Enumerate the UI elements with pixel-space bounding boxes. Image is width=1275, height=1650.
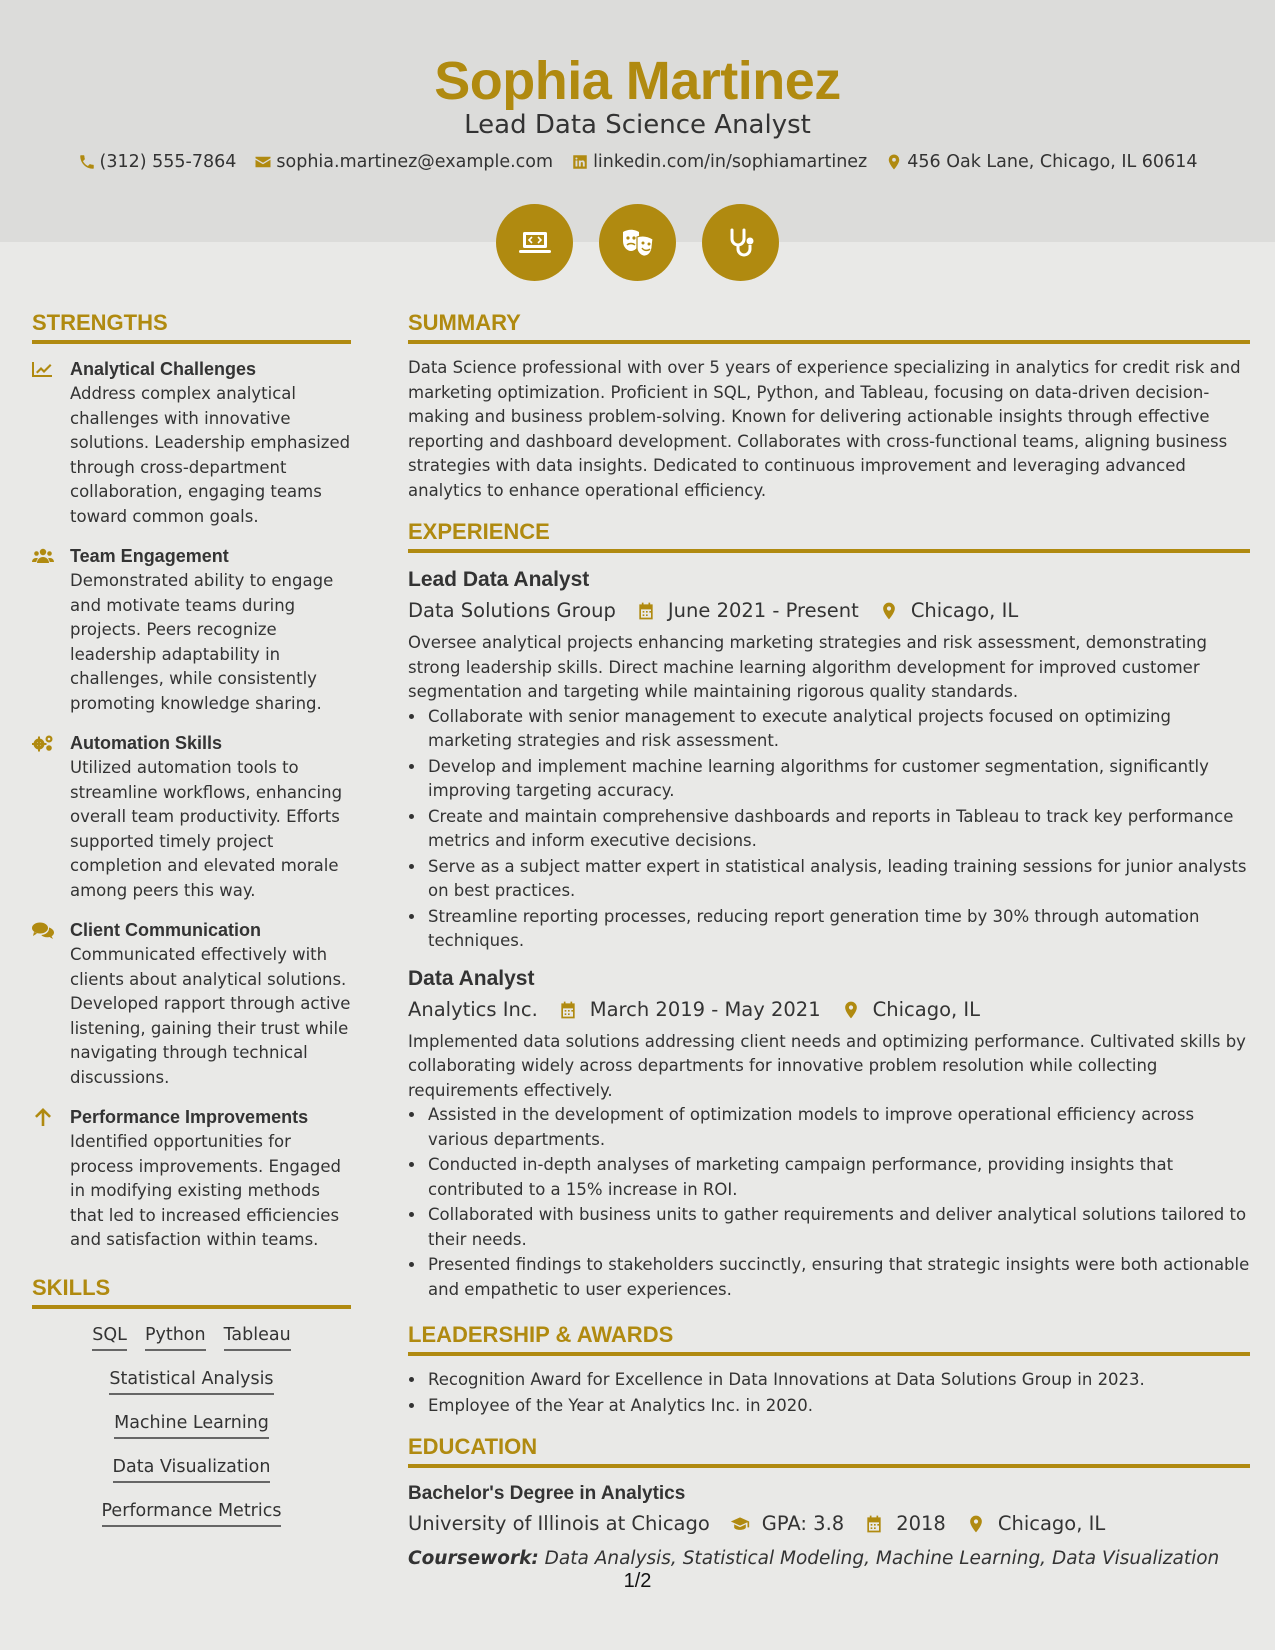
interest-badges [0, 204, 1275, 281]
badge-laptop [496, 204, 573, 281]
strength-desc: Demonstrated ability to engage and motivate teams during projects. Peers recognize leadership adaptability in challenges, while consistently promoting knowledge sharing. [70, 571, 334, 713]
right-column [408, 310, 1250, 1574]
map-marker-icon [841, 1000, 861, 1020]
strength-desc: Identified opportunities for process improvements. Engaged in modifying existing methods that led to increased efficiencies and satisfaction within teams. [70, 1132, 342, 1249]
map-marker-icon [885, 153, 903, 171]
summary-text: Data Science professional with over 5 years of experience specializing in analytics for credit risk and marketing optimization. Proficient in SQL, Python, and Tableau, focusing on data-driven decision-making and business problem-solving. Known for delivering actionable insights through effective reporting and dashboard development. Collaborates with cross-functional teams, aligning business strategies with data insights. Dedicated to continuous improvement and leveraging advanced analytics to enhance operational efficiency. [408, 358, 1241, 500]
calendar-icon [558, 1000, 578, 1020]
strength-desc: Address complex analytical challenges with innovative solutions. Leadership emphasized through cross-department collaboration, engaging teams toward common goals. [70, 384, 351, 526]
strength-name: Analytical Challenges [70, 359, 257, 379]
job-location: Chicago, IL [872, 997, 981, 1021]
education-school: University of Illinois at Chicago [408, 1512, 710, 1535]
coursework-label: Coursework: [408, 1548, 539, 1569]
job-location: Chicago, IL [910, 599, 1019, 622]
laptop-code-icon [515, 223, 555, 263]
skill-tag: Performance Metrics [102, 1499, 282, 1527]
job-dates: March 2019 - May 2021 [589, 997, 821, 1021]
list-item: • Serve as a subject matter expert in statistical analysis, leading training sessions for junior analysts on best practices. [426, 855, 1250, 904]
strength-desc: Communicated effectively with clients about analytical solutions. Developed rapport through active listening, gaining their trust while navigating through technical discussions. [70, 945, 351, 1087]
education-meta [408, 1508, 1250, 1540]
stethoscope-icon [721, 223, 761, 263]
contact-bar [0, 152, 1275, 172]
job-desc: Oversee analytical projects enhancing marketing strategies and risk assessment, demonstrating strong leadership skills. Direct machine learning algorithm development for improved customer segmentation and targeting while maintaining rigorous quality standards. [408, 633, 1207, 701]
skills-heading: SKILLS [32, 1275, 351, 1309]
contact-email[interactable] [254, 152, 553, 172]
list-item: • Presented findings to stakeholders succinctly, ensuring that strategic insights were both actionable and empathetic to user experiences. [426, 1253, 1250, 1302]
job-company: Data Solutions Group [408, 599, 616, 622]
education-gpa: GPA: 3.8 [761, 1512, 845, 1535]
job-entry [408, 565, 1250, 954]
strength-desc: Utilized automation tools to streamline workflows, enhancing overall team productivity. Efforts supported timely project completion and elevated morale among peers this way. [70, 758, 343, 900]
strength-name: Team Engagement [70, 546, 229, 566]
list-item: • Streamline reporting processes, reducing report generation time by 30% through automation techniques. [426, 905, 1250, 954]
strength-name: Client Communication [70, 920, 262, 940]
job-company: Analytics Inc. [408, 997, 538, 1021]
strength-item [32, 730, 351, 903]
job-title: Data Analyst [408, 966, 535, 990]
job-dates: June 2021 - Present [667, 599, 859, 622]
skill-tag: Statistical Analysis [109, 1367, 273, 1395]
experience-heading: EXPERIENCE [408, 519, 1250, 553]
education-degree: Bachelor's Degree in Analytics [408, 1483, 686, 1504]
strength-name: Performance Improvements [70, 1107, 309, 1127]
job-title: Lead Data Analyst [408, 568, 590, 591]
strength-item [32, 543, 351, 716]
summary-heading: SUMMARY [408, 310, 1250, 344]
calendar-icon [636, 601, 656, 621]
calendar-icon [864, 1514, 884, 1534]
skill-tag: Tableau [224, 1323, 291, 1351]
contact-address [885, 152, 1197, 172]
chart-line-icon [32, 360, 54, 378]
skill-tag: Machine Learning [114, 1411, 269, 1439]
badge-stethoscope [702, 204, 779, 281]
job-desc: Implemented data solutions addressing client needs and optimizing performance. Cultivated skills by collaborating widely across departments for innovative problem resolution while collecting requirements effectively. [408, 1031, 1246, 1100]
awards-list [426, 1368, 1250, 1418]
map-marker-icon [879, 601, 899, 621]
list-item: • Collaborated with business units to gather requirements and deliver analytical solutions tailored to their needs. [426, 1203, 1250, 1252]
list-item: • Employee of the Year at Analytics Inc. in 2020. [426, 1394, 1250, 1419]
strength-item [32, 356, 351, 529]
envelope-icon [254, 153, 272, 171]
theater-masks-icon [618, 223, 658, 263]
skill-tag: Python [145, 1323, 206, 1351]
address-text: 456 Oak Lane, Chicago, IL 60614 [907, 152, 1198, 172]
education-year: 2018 [896, 1512, 946, 1535]
education-location: Chicago, IL [997, 1512, 1106, 1535]
left-column [32, 310, 351, 1527]
skills-list [32, 1323, 351, 1527]
list-item: • Create and maintain comprehensive dashboards and reports in Tableau to track key performance metrics and inform executive decisions. [426, 805, 1250, 854]
awards-heading: LEADERSHIP & AWARDS [408, 1322, 1250, 1356]
job-bullets [426, 1103, 1250, 1302]
strengths-heading: STRENGTHS [32, 310, 351, 344]
comments-icon [32, 921, 54, 939]
contact-linkedin[interactable] [571, 152, 867, 172]
strength-item [32, 917, 351, 1090]
education-heading: EDUCATION [408, 1434, 1250, 1468]
linkedin-text: linkedin.com/in/sophiamartinez [593, 152, 868, 172]
job-entry [408, 964, 1250, 1303]
users-icon [32, 547, 54, 565]
badge-masks [599, 204, 676, 281]
map-marker-icon [966, 1514, 986, 1534]
job-meta [408, 595, 1250, 627]
list-item: • Assisted in the development of optimization models to improve operational efficiency across various departments. [426, 1103, 1250, 1152]
list-item: • Collaborate with senior management to execute analytical projects focused on optimizing marketing strategies and risk assessment. [426, 705, 1250, 754]
job-meta [408, 994, 1250, 1026]
list-item: • Develop and implement machine learning algorithms for customer segmentation, significantly improving targeting accuracy. [426, 755, 1250, 804]
strength-name: Automation Skills [70, 733, 223, 753]
skill-tag: Data Visualization [113, 1455, 271, 1483]
candidate-name: Sophia Martinez [434, 51, 841, 111]
skill-tag: SQL [92, 1323, 127, 1351]
job-bullets [426, 705, 1250, 954]
list-item: • Recognition Award for Excellence in Data Innovations at Data Solutions Group in 2023. [426, 1368, 1250, 1393]
graduation-cap-icon [730, 1514, 750, 1534]
contact-phone[interactable] [78, 152, 237, 172]
cogs-icon [32, 734, 54, 752]
strength-item [32, 1104, 351, 1253]
page-number: 1/2 [623, 1570, 652, 1592]
email-text: sophia.martinez@example.com [276, 152, 554, 172]
coursework-list: Data Analysis, Statistical Modeling, Machine Learning, Data Visualization [544, 1548, 1220, 1569]
phone-icon [78, 153, 96, 171]
phone-text: (312) 555-7864 [99, 152, 237, 172]
list-item: • Conducted in-depth analyses of marketing campaign performance, providing insights that contributed to a 15% increase in ROI. [426, 1153, 1250, 1202]
linkedin-icon [571, 153, 589, 171]
arrow-up-icon [32, 1108, 54, 1126]
candidate-title: Lead Data Science Analyst [464, 110, 811, 140]
